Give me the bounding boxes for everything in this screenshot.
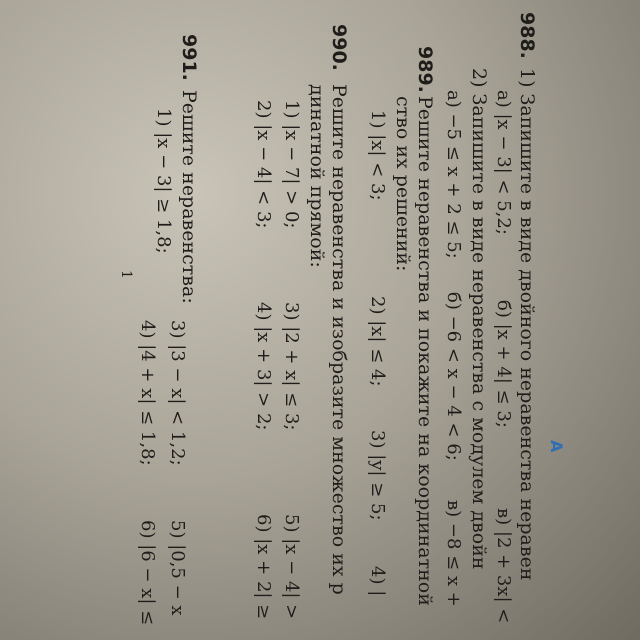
exercise-990-item-6: 6) |x + 2| ≥ <box>253 514 274 620</box>
exercise-991-item-3: 3) |3 − x| < 1,2; <box>167 320 188 466</box>
exercise-988-item-v: в) |2 + 3x| < <box>493 508 514 624</box>
exercise-990-item-4: 4) |x + 3| > 2; <box>253 302 274 431</box>
exercise-991-item-4: 4) |4 + x| ≤ 1,8; <box>137 320 158 466</box>
exercise-number-989: 989. <box>414 46 436 93</box>
exercise-989-item-1: 1) |x| < 3; <box>367 110 388 201</box>
exercise-989-item-3: 3) |y| ≥ 5; <box>367 430 388 521</box>
exercise-990-instruction-2: динатной прямой: <box>306 84 328 268</box>
exercise-991-item-6: 6) |6 − x| ≤ <box>137 520 158 626</box>
exercise-number-991: 991. <box>178 34 200 81</box>
exercise-989-item-4: 4) | <box>367 566 388 597</box>
exercise-988-instruction-1: 1) Запишите в виде двойного неравенства неравен <box>516 68 538 581</box>
exercise-990-item-5: 5) |x − 4| > <box>281 514 302 620</box>
exercise-number-988: 988. <box>516 12 538 59</box>
exercise-990-instruction-1: Решите неравенства и изобразите множество их р <box>328 84 350 595</box>
exercise-988-item-b2: б) −6 < x − 4 < 6; <box>443 292 464 461</box>
exercise-988-item-v2: в) −8 ≤ x + <box>443 500 464 607</box>
exercise-991-item-1: 1) |x − 3| ≥ 1,8; <box>153 108 174 254</box>
exercise-990-item-3: 3) |2 + x| ≤ 3; <box>281 302 302 431</box>
exercise-989-instruction-1: Решите неравенства и покажите на координатной <box>414 96 436 606</box>
exercise-988-instruction-2: 2) Запишите в виде неравенства с модулем двойн <box>468 68 490 570</box>
exercise-991-instruction: Решите неравенства: <box>178 90 200 304</box>
exercise-990-item-1: 1) |x − 7| > 0; <box>281 100 302 229</box>
exercise-989-item-2: 2) |x| ≤ 4; <box>367 296 388 387</box>
section-marker: А <box>547 440 566 453</box>
fraction-numerator: 1 <box>118 270 134 279</box>
exercise-988-item-a: а) |x − 3| < 5,2; <box>493 90 514 235</box>
exercise-number-990: 990. <box>328 24 350 71</box>
exercise-988-item-a2: а) −5 ≤ x + 2 ≤ 5; <box>443 90 464 259</box>
exercise-990-item-2: 2) |x − 4| < 3; <box>253 100 274 229</box>
exercise-991-item-5: 5) |0,5 − x <box>167 520 188 616</box>
exercise-989-instruction-2: ство их решений: <box>392 96 414 272</box>
exercise-988-item-b: б) |x + 4| ≤ 3; <box>493 300 514 428</box>
